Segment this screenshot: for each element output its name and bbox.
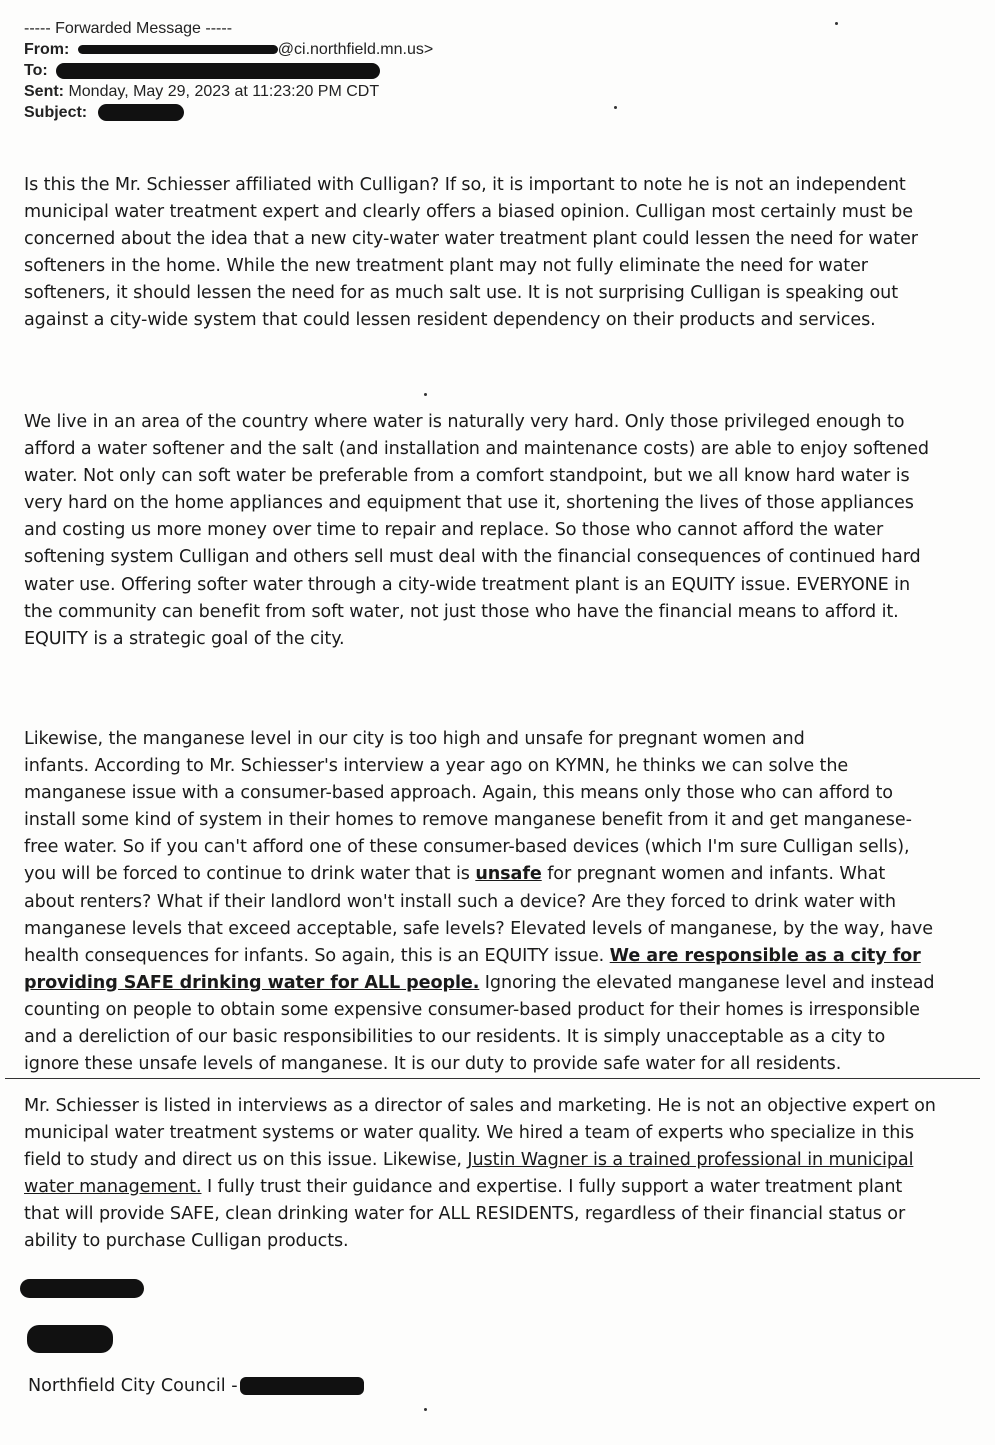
redacted-signature-title bbox=[27, 1325, 113, 1353]
redaction-bar bbox=[240, 1377, 364, 1395]
text-line: We live in an area of the country where water is naturally very hard. Only those privileged enough to bbox=[24, 412, 905, 432]
text-line: softeners in the home. While the new treatment plant may not fully eliminate the need for water bbox=[24, 256, 868, 277]
redaction-bar bbox=[78, 45, 278, 54]
text-line: ability to purchase Culligan products. bbox=[24, 1231, 349, 1252]
redacted-signature-name bbox=[20, 1279, 144, 1298]
text-run: health consequences for infants. So again, this is an EQUITY issue. bbox=[24, 945, 610, 966]
text-run: you will be forced to continue to drink water that is bbox=[24, 864, 476, 885]
text-run: Ignoring the elevated manganese level and instead bbox=[479, 972, 935, 993]
emphasis-responsibility: We are responsible as a city for bbox=[609, 945, 921, 966]
text-line bbox=[24, 1174, 969, 1201]
forwarded-line: ----- Forwarded Message ----- bbox=[24, 20, 233, 37]
text-line: water. Not only can soft water be preferable from a comfort standpoint, but we all know hard water is bbox=[24, 466, 910, 487]
subject-label: Subject: bbox=[24, 104, 88, 121]
text-run: I fully trust their guidance and expertise. I fully support a water treatment plant bbox=[201, 1177, 903, 1198]
text-line: municipal water treatment systems or water quality. We hired a team of experts who specialize in this bbox=[24, 1123, 915, 1144]
text-line: EQUITY is a strategic goal of the city. bbox=[24, 628, 345, 649]
scan-speck bbox=[424, 393, 427, 396]
from-label: From: bbox=[24, 41, 70, 58]
text-line: municipal water treatment expert and clearly offers a biased opinion. Culligan most certainly must be bbox=[24, 202, 913, 223]
sent-label: Sent: bbox=[24, 83, 64, 100]
scan-speck bbox=[614, 106, 617, 109]
text-run: field to study and direct us on this issue. Likewise, bbox=[24, 1150, 468, 1171]
emphasis-unsafe: unsafe bbox=[475, 864, 542, 885]
text-line: Likewise, the manganese level in our city is too high and unsafe for pregnant women and bbox=[24, 729, 805, 749]
paragraph-manganese bbox=[24, 726, 969, 1078]
paragraph-culligan-bias bbox=[24, 172, 969, 335]
text-run: for pregnant women and infants. What bbox=[541, 864, 886, 885]
from-row bbox=[24, 39, 433, 60]
sent-value: Monday, May 29, 2023 at 11:23:20 PM CDT bbox=[68, 83, 380, 100]
emphasis-safe-water: providing SAFE drinking water for ALL people. bbox=[24, 972, 480, 993]
divider-line bbox=[5, 1078, 980, 1079]
paragraph-expertise bbox=[24, 1093, 969, 1256]
signature-line bbox=[28, 1376, 364, 1396]
text-line: ignore these unsafe levels of manganese. It is our duty to provide safe water for all residents. bbox=[24, 1054, 842, 1075]
text-line: very hard on the home appliances and equipment that use it, shortening the lives of those appliances bbox=[24, 493, 914, 514]
text-line: and costing us more money over time to repair and replace. So those who cannot afford the water bbox=[24, 520, 884, 541]
text-line: free water. So if you can't afford one of these consumer-based devices (which I'm sure Culligan sells), bbox=[24, 837, 910, 858]
text-line: manganese levels that exceed acceptable, safe levels? Elevated levels of manganese, by the way, have bbox=[24, 918, 933, 939]
text-line: afford a water softener and the salt (and installation and maintenance costs) are able to enjoy softened bbox=[24, 439, 929, 460]
scan-speck bbox=[424, 1408, 427, 1411]
text-line: manganese issue with a consumer-based approach. Again, this means only those who can afford to bbox=[24, 783, 893, 804]
redaction-bar bbox=[98, 104, 184, 121]
text-line bbox=[24, 970, 969, 997]
text-line: the community can benefit from soft water, not just those who have the financial means to afford it. bbox=[24, 601, 899, 622]
text-line: concerned about the idea that a new city-water water treatment plant could lessen the need for water bbox=[24, 229, 918, 250]
text-line: softeners, it should lessen the need for as much salt use. It is not surprising Culligan is speaking out bbox=[24, 283, 898, 304]
to-row bbox=[24, 60, 433, 81]
text-line: and a dereliction of our basic responsibilities to our residents. It is simply unacceptable as a city to bbox=[24, 1027, 886, 1048]
text-line: counting on people to obtain some expensive consumer-based product for their homes is irresponsible bbox=[24, 999, 920, 1020]
text-line: Mr. Schiesser is listed in interviews as a director of sales and marketing. He is not an objective expert on bbox=[24, 1096, 936, 1116]
sent-row bbox=[24, 81, 433, 102]
text-line: water use. Offering softer water through a city-wide treatment plant is an EQUITY issue. EVERYONE in bbox=[24, 574, 911, 595]
text-line: Is this the Mr. Schiesser affiliated with Culligan? If so, it is important to note he is not an independent bbox=[24, 175, 906, 195]
subject-row bbox=[24, 102, 433, 123]
underlined-text: Justin Wagner is a trained professional in municipal bbox=[467, 1150, 914, 1171]
text-line bbox=[24, 1147, 969, 1174]
text-line: that will provide SAFE, clean drinking water for ALL RESIDENTS, regardless of their financial status or bbox=[24, 1204, 906, 1225]
scan-speck bbox=[835, 22, 838, 25]
redaction-bar bbox=[56, 63, 380, 79]
text-line bbox=[24, 943, 969, 970]
text-line: softening system Culligan and others sell must deal with the financial consequences of continued hard bbox=[24, 547, 921, 568]
underlined-text: water management. bbox=[24, 1177, 202, 1198]
text-line bbox=[24, 861, 969, 888]
to-label: To: bbox=[24, 62, 48, 79]
text-line: install some kind of system in their homes to remove manganese benefit from it and get manganese- bbox=[24, 810, 912, 831]
email-header bbox=[24, 18, 433, 123]
paragraph-hard-water-equity bbox=[24, 409, 969, 653]
signature-org: Northfield City Council - bbox=[28, 1376, 238, 1396]
from-value: @ci.northfield.mn.us> bbox=[277, 41, 434, 58]
text-line: against a city-wide system that could lessen resident dependency on their products and services. bbox=[24, 310, 876, 331]
text-line: about renters? What if their landlord won't install such a device? Are they forced to drink water with bbox=[24, 891, 896, 912]
text-line: infants. According to Mr. Schiesser's interview a year ago on KYMN, he thinks we can solve the bbox=[24, 756, 849, 777]
